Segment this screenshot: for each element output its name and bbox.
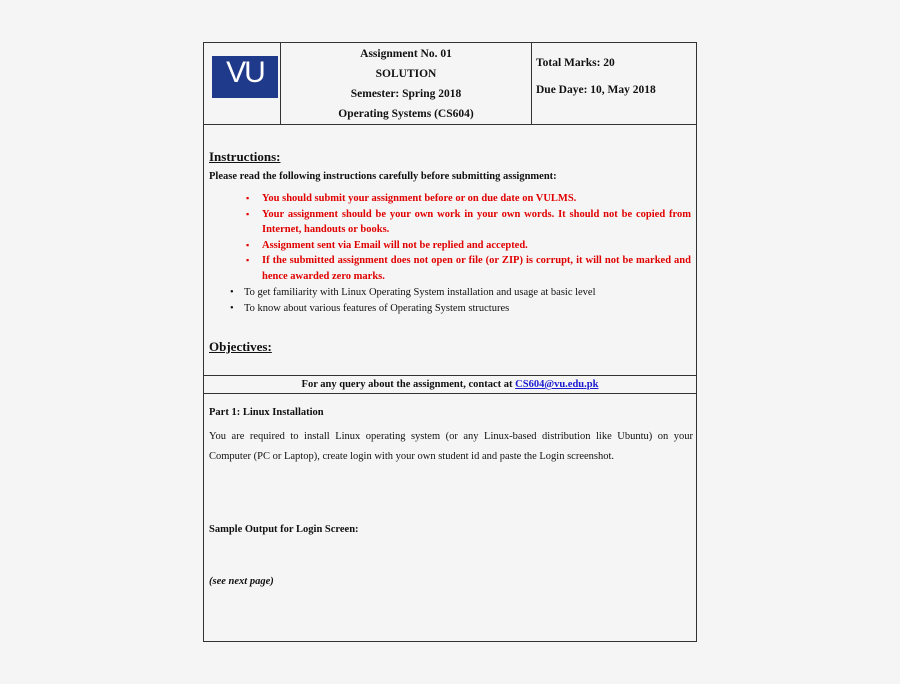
logo-subtitle: Virtual University [213,89,255,95]
assignment-document [203,42,697,642]
total-marks: Total Marks: 20 [536,57,615,69]
logo-text: VU [226,56,264,89]
instructions-intro: Please read the following instructions carefully before submitting assignment: [209,171,557,182]
bullet-icon: • [230,303,234,314]
part1-title: Part 1: Linux Installation [209,407,324,418]
header-table [204,43,696,125]
square-bullet-icon: ▪ [246,208,250,219]
objectives-heading: Objectives: [209,339,272,354]
square-bullet-icon: ▪ [246,239,250,250]
part1-description: You are required to install Linux operating system (or any Linux-based distribution like Ubuntu) on your Computer (PC or Laptop), create login with your own student id and paste the Login screenshot. [209,431,693,462]
objectives-list [228,285,688,317]
solution-label: SOLUTION [375,68,437,80]
marks-cell [532,43,698,125]
due-date: Due Daye: 10, May 2018 [536,84,656,96]
instructions-list [244,191,691,284]
list-item: • To get familiarity with Linux Operating System installation and usage at basic level [228,285,688,301]
list-item: ▪ If the submitted assignment does not open or file (or ZIP) is corrupt, it will not be marked and hence awarded zero marks. [246,255,691,282]
square-bullet-icon: ▪ [246,255,250,265]
instructions-section [204,125,696,375]
assignment-number: Assignment No. 01 [360,48,452,60]
contact-email-link[interactable]: CS604@vu.edu.pk [515,379,599,390]
see-next-page-note: (see next page) [209,576,274,587]
list-item: ▪ Assignment sent via Email will not be replied and accepted. [244,238,691,254]
query-text: For any query about the assignment, contact at [301,379,516,390]
logo-cell [204,43,281,125]
square-bullet-icon: ▪ [246,193,250,203]
title-cell [281,43,532,125]
semester-label: Semester: Spring 2018 [350,88,462,100]
bullet-icon: • [230,287,234,298]
query-row [204,375,696,394]
list-item: • To know about various features of Operating System structures [228,301,688,317]
instructions-heading: Instructions: [209,149,281,164]
list-item: ▪ Your assignment should be your own work in your own words. It should not be copied from Internet, handouts or books. [246,208,691,235]
sample-output-label: Sample Output for Login Screen: [209,524,359,535]
list-item: ▪ You should submit your assignment before or on due date on VULMS. [244,191,691,207]
course-label: Operating Systems (CS604) [338,108,474,120]
